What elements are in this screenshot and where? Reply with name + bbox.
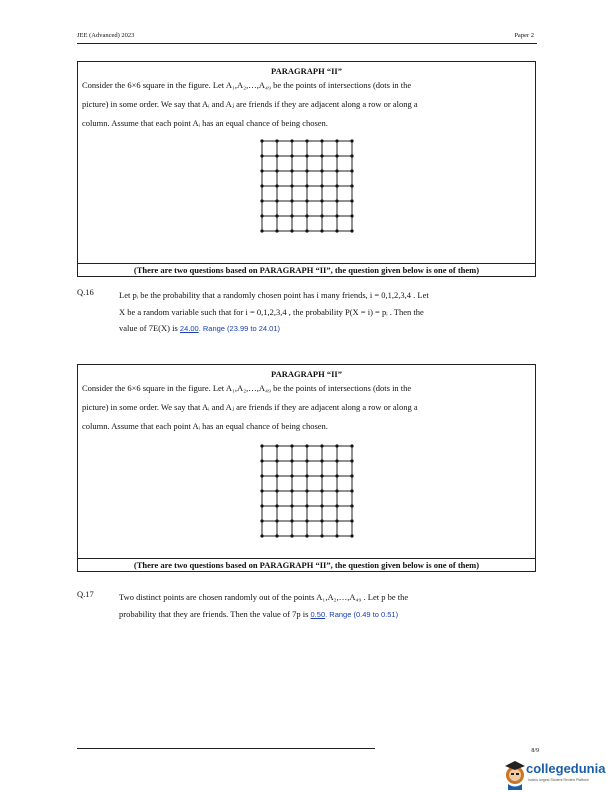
intersection-dot	[275, 474, 278, 477]
intersection-dot	[350, 474, 353, 477]
intersection-dot	[290, 444, 293, 447]
graduate-icon	[502, 758, 528, 790]
intersection-dot	[320, 184, 323, 187]
intersection-dot	[320, 474, 323, 477]
intersection-dot	[350, 214, 353, 217]
intersection-dot	[320, 139, 323, 142]
intersection-dot	[320, 229, 323, 232]
paragraph-title: PARAGRAPH “II”	[271, 369, 342, 379]
intersection-dot	[290, 139, 293, 142]
footer-divider	[77, 748, 375, 749]
intersection-dot	[320, 504, 323, 507]
intersection-dot	[320, 444, 323, 447]
intersection-dot	[335, 474, 338, 477]
intersection-dot	[290, 184, 293, 187]
intersection-dot	[305, 199, 308, 202]
intersection-dot	[335, 169, 338, 172]
intersection-dot	[320, 154, 323, 157]
intersection-dot	[305, 139, 308, 142]
intersection-dot	[290, 504, 293, 507]
collegedunia-logo	[500, 757, 612, 792]
intersection-dot	[350, 229, 353, 232]
intersection-dot	[305, 534, 308, 537]
intersection-dot	[305, 519, 308, 522]
intersection-dot	[275, 459, 278, 462]
intersection-dot	[290, 169, 293, 172]
intersection-dot	[275, 184, 278, 187]
question-line-2	[119, 606, 517, 624]
paper-label: Paper 2	[514, 32, 534, 39]
intersection-dot	[290, 199, 293, 202]
paragraph-note: (There are two questions based on PARAGRAPH “II”, the question given below is one of them)	[78, 263, 535, 276]
intersection-dot	[335, 184, 338, 187]
question-line-2: X be a random variable such that for i = 0,1,2,3,4 , the probability P(X = i) = pᵢ . Then the	[119, 306, 424, 317]
intersection-dot	[305, 154, 308, 157]
intersection-dot	[260, 169, 263, 172]
paragraph-line-1: Consider the 6×6 square in the figure. Let A₁,A₂,…,A₄₉ be the points of intersections (dots in the	[82, 80, 412, 90]
intersection-dot	[290, 154, 293, 157]
intersection-dot	[275, 519, 278, 522]
intersection-dot	[350, 169, 353, 172]
intersection-dot	[305, 444, 308, 447]
paragraph-title: PARAGRAPH “II”	[271, 66, 342, 76]
paragraph-note: (There are two questions based on PARAGRAPH “II”, the question given below is one of them)	[78, 558, 535, 571]
intersection-dot	[305, 169, 308, 172]
intersection-dot	[305, 474, 308, 477]
question-line-1: Let pᵢ be the probability that a randomly chosen point has i many friends, i = 0,1,2,3,4 . Let	[119, 290, 429, 300]
question-number: Q.16	[77, 287, 94, 297]
intersection-dot	[350, 534, 353, 537]
intersection-dot	[275, 169, 278, 172]
intersection-dot	[335, 199, 338, 202]
intersection-dot	[260, 214, 263, 217]
intersection-dot	[335, 504, 338, 507]
intersection-dot	[320, 169, 323, 172]
intersection-dot	[335, 519, 338, 522]
intersection-dot	[335, 534, 338, 537]
intersection-dot	[350, 519, 353, 522]
brand-tagline: India's largest Student Review Platform	[528, 778, 589, 782]
question-17	[77, 589, 517, 623]
intersection-dot	[350, 154, 353, 157]
intersection-dot	[260, 519, 263, 522]
intersection-dot	[260, 229, 263, 232]
intersection-dot	[350, 199, 353, 202]
intersection-dot	[290, 534, 293, 537]
intersection-dot	[275, 229, 278, 232]
answer-value: 0.50	[310, 609, 326, 619]
intersection-dot	[335, 214, 338, 217]
intersection-dot	[290, 474, 293, 477]
intersection-dot	[275, 444, 278, 447]
intersection-dot	[260, 184, 263, 187]
brand-name: collegedunia	[526, 761, 606, 776]
intersection-dot	[290, 519, 293, 522]
question-number: Q.17	[77, 589, 94, 599]
grid-figure	[257, 441, 357, 541]
intersection-dot	[260, 139, 263, 142]
intersection-dot	[335, 459, 338, 462]
header-divider	[77, 43, 537, 44]
intersection-dot	[275, 489, 278, 492]
intersection-dot	[320, 214, 323, 217]
exam-title: JEE (Advanced) 2023	[77, 32, 135, 39]
paragraph-line-2: picture) in some order. We say that Aᵢ and Aⱼ are friends if they are adjacent along a row or along a	[82, 402, 418, 412]
intersection-dot	[320, 489, 323, 492]
intersection-dot	[335, 154, 338, 157]
intersection-dot	[335, 444, 338, 447]
grid-figure	[257, 136, 357, 236]
intersection-dot	[290, 459, 293, 462]
intersection-dot	[260, 199, 263, 202]
intersection-dot	[350, 459, 353, 462]
intersection-dot	[275, 154, 278, 157]
intersection-dot	[305, 214, 308, 217]
answer-range: . Range (0.49 to 0.51)	[325, 609, 399, 619]
intersection-dot	[320, 459, 323, 462]
intersection-dot	[260, 444, 263, 447]
question-16	[77, 287, 517, 338]
intersection-dot	[275, 534, 278, 537]
intersection-dot	[260, 459, 263, 462]
intersection-dot	[350, 444, 353, 447]
question-line-3	[119, 320, 517, 338]
intersection-dot	[275, 214, 278, 217]
page-number: 8/9	[531, 748, 539, 754]
intersection-dot	[350, 184, 353, 187]
intersection-dot	[290, 214, 293, 217]
intersection-dot	[320, 199, 323, 202]
intersection-dot	[260, 474, 263, 477]
intersection-dot	[260, 534, 263, 537]
intersection-dot	[290, 229, 293, 232]
intersection-dot	[290, 489, 293, 492]
question-line-3-text: value of 7E(X) is	[119, 323, 180, 333]
intersection-dot	[305, 489, 308, 492]
answer-range: . Range (23.99 to 24.01)	[198, 324, 280, 333]
intersection-dot	[320, 534, 323, 537]
intersection-dot	[260, 504, 263, 507]
paragraph-box-1	[77, 61, 536, 277]
intersection-dot	[275, 199, 278, 202]
intersection-dot	[305, 229, 308, 232]
intersection-dot	[350, 139, 353, 142]
paragraph-line-2: picture) in some order. We say that Aᵢ and Aⱼ are friends if they are adjacent along a row or along a	[82, 99, 418, 109]
intersection-dot	[260, 154, 263, 157]
intersection-dot	[320, 519, 323, 522]
intersection-dot	[275, 504, 278, 507]
question-line-2-text: probability that they are friends. Then the value of 7p is	[119, 608, 311, 619]
paragraph-line-3: column. Assume that each point Aᵢ has an equal chance of being chosen.	[82, 421, 328, 431]
paragraph-line-3: column. Assume that each point Aᵢ has an equal chance of being chosen.	[82, 118, 328, 128]
question-line-1: Two distinct points are chosen randomly out of the points A₁,A₂,…,A₄₉ . Let p be the	[119, 592, 409, 602]
answer-value: 24.00	[179, 324, 199, 333]
paragraph-box-2	[77, 364, 536, 572]
intersection-dot	[260, 489, 263, 492]
intersection-dot	[305, 184, 308, 187]
intersection-dot	[350, 489, 353, 492]
intersection-dot	[305, 504, 308, 507]
intersection-dot	[350, 504, 353, 507]
intersection-dot	[305, 459, 308, 462]
paragraph-line-1: Consider the 6×6 square in the figure. Let A₁,A₂,…,A₄₉ be the points of intersections (dots in the	[82, 383, 412, 393]
intersection-dot	[335, 139, 338, 142]
intersection-dot	[335, 229, 338, 232]
intersection-dot	[335, 489, 338, 492]
intersection-dot	[275, 139, 278, 142]
